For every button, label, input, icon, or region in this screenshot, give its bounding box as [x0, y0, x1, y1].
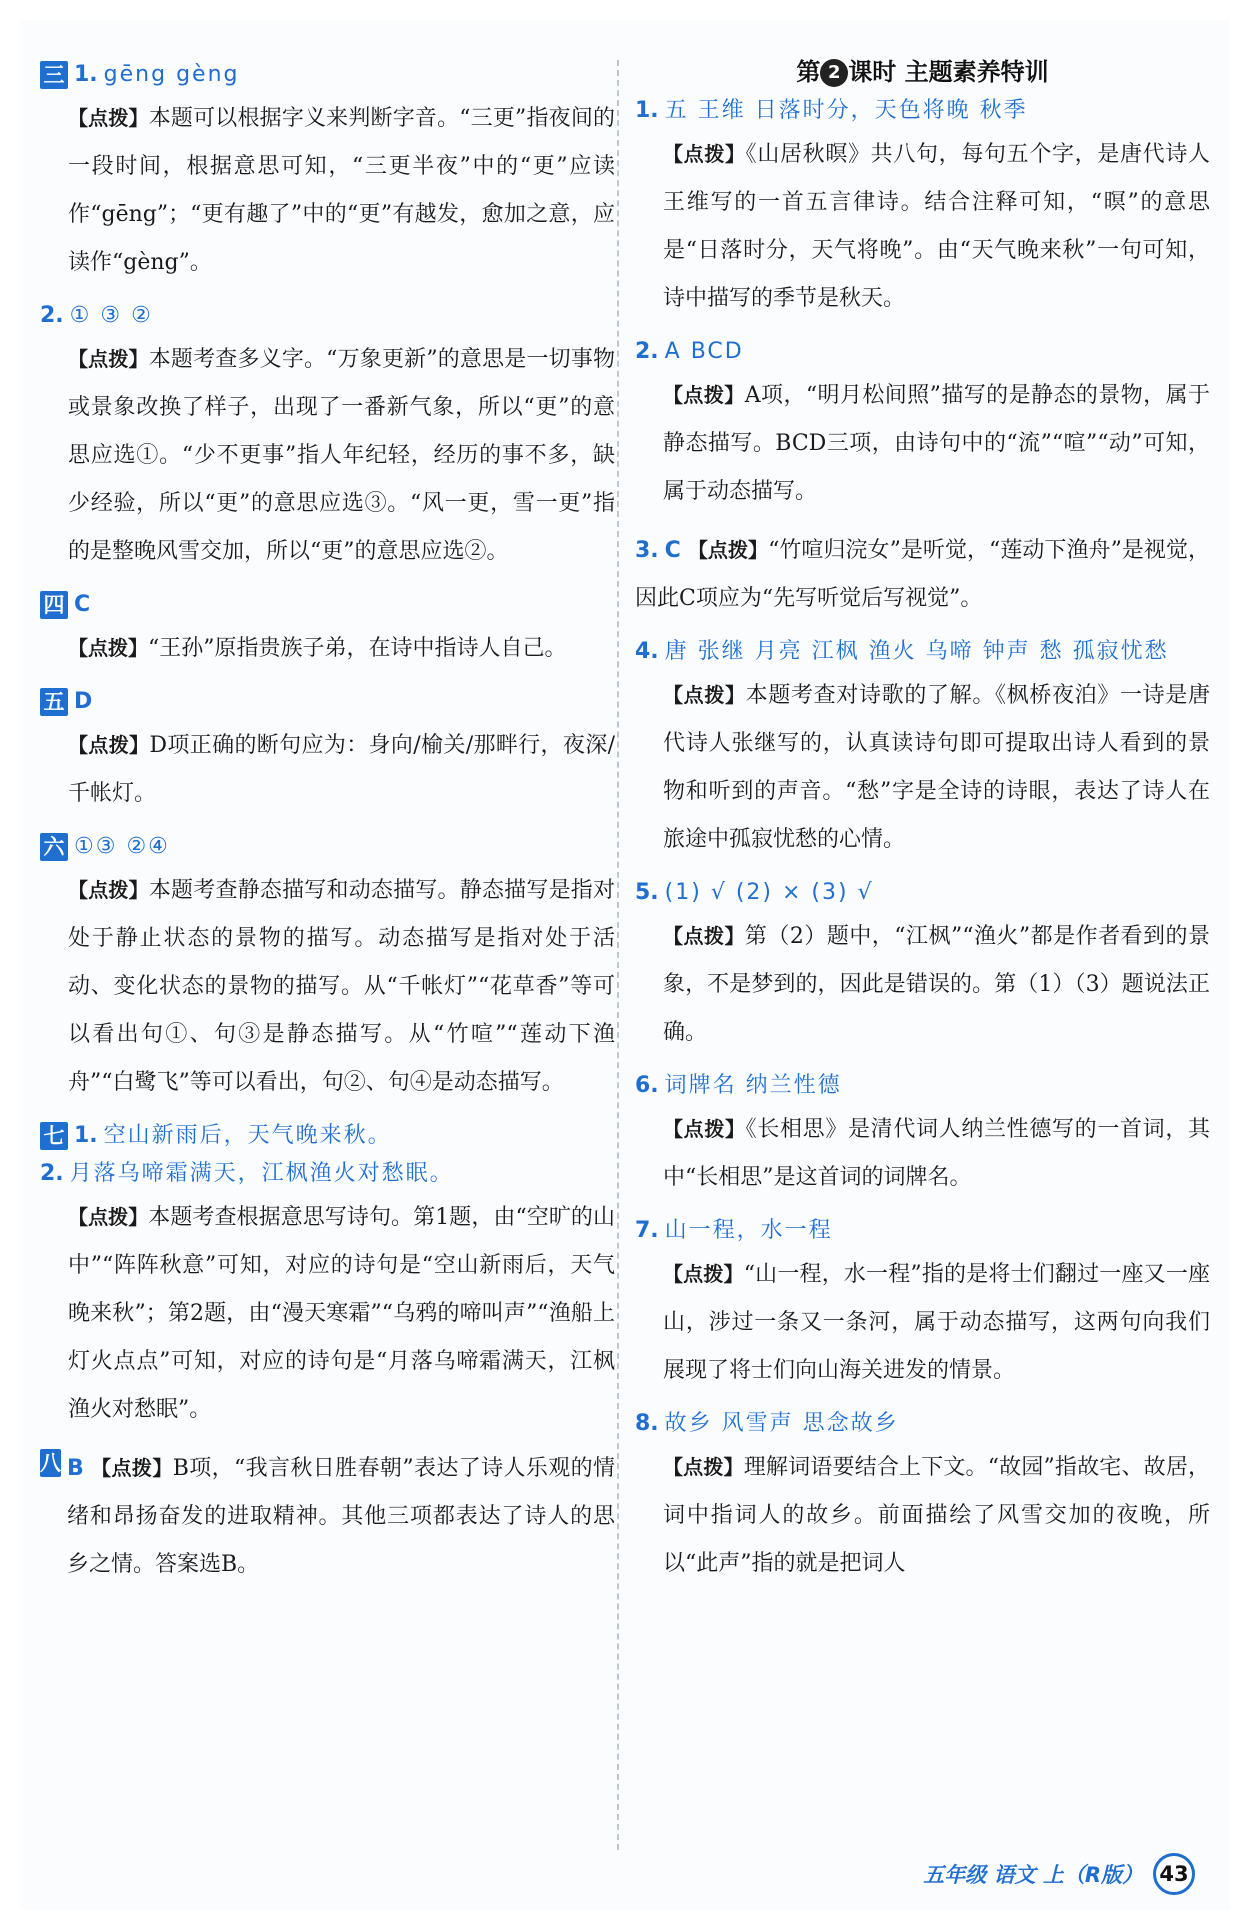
page-number: 43: [1153, 1853, 1195, 1895]
lesson-number-badge: 2: [820, 59, 848, 87]
question-7: [635, 1212, 1210, 1250]
question-6: [635, 1067, 1210, 1105]
hint-text: “王孙”原指贵族子弟，在诗中指诗人自己。: [148, 636, 567, 661]
question-2: [635, 333, 1210, 371]
hint-paragraph: [68, 624, 615, 673]
hint-paragraph: [68, 335, 615, 576]
section-5: [40, 683, 615, 721]
section-7-q1: [40, 1117, 615, 1155]
column-divider: [617, 60, 619, 1850]
answer-page: [20, 20, 1230, 1910]
answer-text: ① ③ ②: [69, 303, 153, 328]
right-column: [635, 20, 1210, 1588]
hint-text: 《长相思》是清代词人纳兰性德写的一首词，其中“长相思”是这首词的词牌名。: [663, 1117, 1210, 1190]
question-number: 3.: [635, 538, 659, 563]
question-number: 4.: [635, 639, 659, 664]
question-number: 2.: [40, 1161, 64, 1186]
section-6: [40, 828, 615, 866]
section-label: 三: [40, 61, 68, 89]
section-8: [40, 1444, 615, 1589]
hint-text: A项，“明月松间照”描写的是静态的景物，属于静态描写。BCD三项，由诗句中的“流”“喧”“动”可知，属于动态描写。: [663, 383, 1210, 504]
hint-tag: 【点拨】: [663, 1262, 744, 1286]
book-title: 五年级 语文 上（R版）: [923, 1863, 1143, 1887]
hint-tag: 【点拨】: [663, 924, 745, 948]
hint-paragraph: [663, 671, 1210, 864]
answer-text: ①③ ②④: [74, 834, 170, 859]
section-7-q2: [40, 1155, 615, 1193]
section-label: 五: [40, 688, 68, 716]
question-number: 1.: [74, 62, 98, 87]
left-column: [40, 20, 615, 1589]
hint-text: 理解词语要结合上下文。“故园”指故宅、故居，词中指词人的故乡。前面描绘了风雪交加的夜晚，所以“此声”指的就是把词人: [663, 1455, 1211, 1576]
answer-text: 月落乌啼霜满天，江枫渔火对愁眠。: [69, 1161, 454, 1186]
answer-text: gēng gèng: [103, 62, 240, 87]
hint-tag: 【点拨】: [68, 347, 149, 371]
hint-paragraph: [663, 1250, 1210, 1395]
hint-paragraph: [67, 1444, 615, 1589]
section-label: 八: [40, 1451, 61, 1475]
answer-text: C: [664, 538, 681, 563]
hint-text: 《山居秋暝》共八句，每句五个字，是唐代诗人王维写的一首五言律诗。结合注释可知，“暝”的意思是“日落时分，天气将晚”。由“天气晚来秋”一句可知，诗中描写的季节是秋天。: [663, 142, 1210, 311]
hint-paragraph: [68, 94, 615, 287]
answer-text: (1) √ (2) × (3) √: [664, 880, 874, 905]
page-footer: [923, 1853, 1195, 1895]
question-number: 7.: [635, 1218, 659, 1243]
hint-tag: 【点拨】: [68, 1205, 149, 1229]
hint-tag: 【点拨】: [663, 142, 746, 166]
question-number: 6.: [635, 1073, 659, 1098]
question-number: 5.: [635, 880, 659, 905]
hint-tag: 【点拨】: [68, 878, 149, 902]
hint-paragraph: [68, 721, 615, 818]
hint-paragraph: [663, 1443, 1210, 1588]
section-label: 六: [40, 833, 68, 861]
hint-tag: 【点拨】: [663, 1455, 744, 1479]
hint-paragraph: [663, 130, 1210, 323]
question-number: 1.: [635, 98, 659, 123]
section-label: 七: [40, 1122, 68, 1150]
question-1: [635, 92, 1210, 130]
hint-paragraph: [68, 1193, 615, 1434]
hint-text: 本题考查对诗歌的了解。《枫桥夜泊》一诗是唐代诗人张继写的，认真读诗句即可提取出诗人看到的景物和听到的声音。“愁”字是全诗的诗眼，表达了诗人在旅途中孤寂忧愁的心情。: [663, 683, 1210, 852]
hint-text: D项正确的断句应为：身向/榆关/那畔行，夜深/千帐灯。: [68, 733, 615, 806]
hint-paragraph: [663, 371, 1210, 516]
hint-text: “竹喧归浣女”是听觉，“莲动下渔舟”是视觉，因此C项应为“先写听觉后写视觉”。: [635, 538, 1210, 611]
lesson-title: 第 2 课时 主题素养特训: [796, 58, 1049, 86]
hint-text: B项，“我言秋日胜春朝”表达了诗人乐观的情绪和昂扬奋发的进取精神。其他三项都表达了诗人的思乡之情。答案选B。: [67, 1456, 616, 1577]
answer-text: 五 王维 日落时分，天色将晚 秋季: [664, 98, 1028, 123]
question-3: [635, 526, 1210, 623]
hint-tag: 【点拨】: [663, 383, 745, 407]
question-number: 1.: [74, 1123, 98, 1148]
hint-text: 第（2）题中，“江枫”“渔火”都是作者看到的景象，不是梦到的，因此是错误的。第（1）（3）题说法正确。: [663, 924, 1210, 1045]
section-3-q1: [40, 56, 615, 94]
hint-tag: 【点拨】: [91, 1456, 173, 1480]
answer-text: 故乡 风雪声 思念故乡: [664, 1411, 899, 1436]
hint-tag: 【点拨】: [663, 683, 746, 707]
answer-text: 空山新雨后，天气晚来秋。: [103, 1123, 392, 1148]
section-3-q2: [40, 297, 615, 335]
hint-text: 本题考查根据意思写诗句。第1题，由“空旷的山中”“阵阵秋意”可知，对应的诗句是“空山新雨后，天气晚来秋”；第2题，由“漫天寒霜”“乌鸦的啼叫声”“渔船上灯火点点”可知，对应的诗句是“月落乌啼霜满天，江枫渔火对愁眠”。: [68, 1205, 615, 1422]
hint-paragraph: [68, 866, 615, 1107]
answer-text: 词牌名 纳兰性德: [664, 1073, 842, 1098]
hint-paragraph: [635, 526, 1210, 623]
answer-text: C: [74, 592, 91, 617]
answer-text: 山一程，水一程: [664, 1218, 833, 1243]
hint-text: 本题可以根据字义来判断字音。“三更”指夜间的一段时间，根据意思可知，“三更半夜”中的“更”应读作“gēng”；“更有趣了”中的“更”有越发，愈加之意，应读作“gèng”。: [68, 106, 616, 275]
question-number: 2.: [635, 339, 659, 364]
hint-tag: 【点拨】: [663, 1117, 746, 1141]
answer-text: 唐 张继 月亮 江枫 渔火 乌啼 钟声 愁 孤寂忧愁: [664, 639, 1169, 664]
hint-tag: 【点拨】: [687, 538, 769, 562]
section-label: 四: [40, 591, 68, 619]
hint-tag: 【点拨】: [68, 636, 148, 660]
hint-tag: 【点拨】: [68, 733, 150, 757]
hint-tag: 【点拨】: [68, 106, 149, 130]
hint-paragraph: [663, 1105, 1210, 1202]
question-5: [635, 874, 1210, 912]
question-4: [635, 633, 1210, 671]
hint-text: 本题考查多义字。“万象更新”的意思是一切事物或景象改换了样子，出现了一番新气象，所以“更”的意思应选①。“少不更事”指人年纪轻，经历的事不多，缺少经验，所以“更”的意思应选③。“风一更，雪一更”指的是整晚风雪交加，所以“更”的意思应选②。: [68, 347, 616, 564]
hint-paragraph: [663, 912, 1210, 1057]
hint-text: “山一程，水一程”指的是将士们翻过一座又一座山，涉过一条又一条河，属于动态描写，这两句向我们展现了将士们向山海关进发的情景。: [663, 1262, 1211, 1383]
answer-text: A BCD: [664, 339, 744, 364]
question-number: 2.: [40, 303, 64, 328]
question-number: 8.: [635, 1411, 659, 1436]
hint-text: 本题考查静态描写和动态描写。静态描写是指对处于静止状态的景物的描写。动态描写是指对处于活动、变化状态的景物的描写。从“千帐灯”“花草香”等可以看出句①、句③是静态描写。从“竹喧”“莲动下渔舟”“白鹭飞”等可以看出，句②、句④是动态描写。: [68, 878, 615, 1095]
section-4: [40, 586, 615, 624]
answer-text: D: [74, 689, 93, 714]
question-8: [635, 1405, 1210, 1443]
answer-text: B: [67, 1456, 84, 1481]
